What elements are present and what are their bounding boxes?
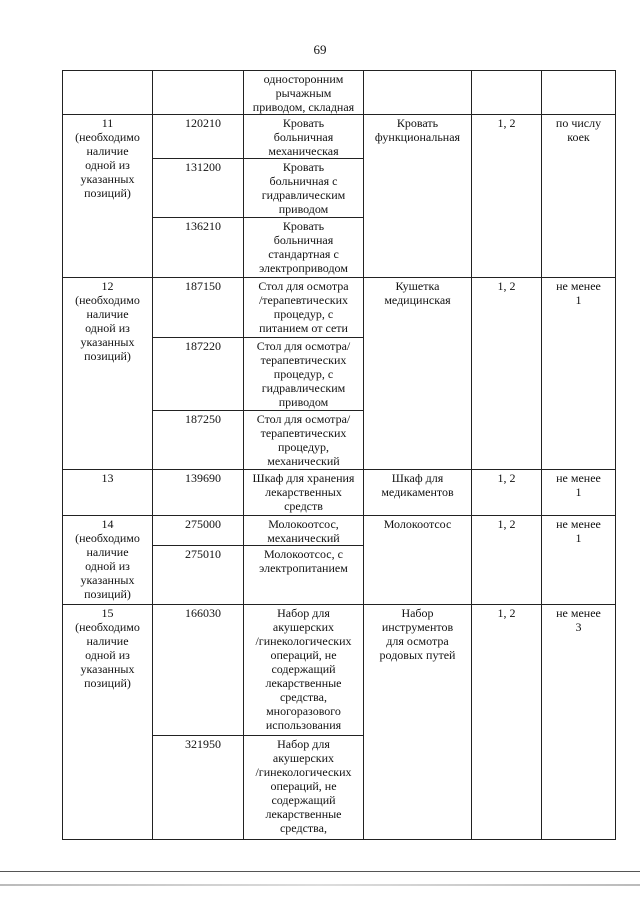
cell-quantity: [542, 71, 616, 115]
page-number: 69: [313, 42, 327, 57]
cell-description: Кровать больничная стандартная с электроприводом: [244, 218, 364, 278]
cell-code: 136210: [153, 218, 244, 278]
cell-code: 120210: [153, 115, 244, 159]
cell-name: [364, 71, 472, 115]
cell-number: 15 (необходимо наличие одной из указанных позиций): [63, 605, 153, 840]
cell-name: Кушетка медицинская: [364, 278, 472, 470]
cell-description: Набор для акушерских /гинекологических операций, не содержащий лекарственные средства,: [244, 736, 364, 840]
table-row-continuation: [63, 71, 616, 115]
cell-code: 187150: [153, 278, 244, 338]
scan-border-line: [0, 871, 640, 872]
cell-description: Молокоотсос, механический: [244, 516, 364, 546]
cell-code: 166030: [153, 605, 244, 736]
table-row: [63, 516, 616, 546]
cell-code: 187250: [153, 411, 244, 470]
table-row: [63, 605, 616, 736]
cell-code: 131200: [153, 159, 244, 218]
cell-number: 12 (необходимо наличие одной из указанных позиций): [63, 278, 153, 470]
cell-description: Стол для осмотра/ терапевтических процедур, с гидравлическим приводом: [244, 338, 364, 411]
cell-description: Набор для акушерских /гинекологических операций, не содержащий лекарственные средства, многоразового использования: [244, 605, 364, 736]
cell-quantity: не менее 1: [542, 278, 616, 470]
cell-code: 187220: [153, 338, 244, 411]
cell-description: Шкаф для хранения лекарственных средств: [244, 470, 364, 516]
cell-class: 1, 2: [472, 115, 542, 278]
cell-number: 14 (необходимо наличие одной из указанных позиций): [63, 516, 153, 605]
cell-code: 275010: [153, 546, 244, 605]
cell-code: 321950: [153, 736, 244, 840]
cell-code: 139690: [153, 470, 244, 516]
cell-description: Кровать больничная с гидравлическим приводом: [244, 159, 364, 218]
cell-description: Стол для осмотра /терапевтических процедур, с питанием от сети: [244, 278, 364, 338]
table-row: [63, 278, 616, 338]
cell-class: 1, 2: [472, 278, 542, 470]
cell-class: 1, 2: [472, 516, 542, 605]
scan-edge-mark: [0, 884, 640, 886]
cell-description: Стол для осмотра/ терапевтических процедур, механический: [244, 411, 364, 470]
cell-class: 1, 2: [472, 605, 542, 840]
cell-code: [153, 71, 244, 115]
cell-class: [472, 71, 542, 115]
table-row: [63, 470, 616, 516]
table-row: [63, 115, 616, 159]
cell-number: 11 (необходимо наличие одной из указанных позиций): [63, 115, 153, 278]
cell-name: Кровать функциональная: [364, 115, 472, 278]
cell-name: Набор инструментов для осмотра родовых путей: [364, 605, 472, 840]
cell-class: 1, 2: [472, 470, 542, 516]
cell-description: односторонним рычажным приводом, складная: [244, 71, 364, 115]
cell-code: 275000: [153, 516, 244, 546]
cell-name: Молокоотсос: [364, 516, 472, 605]
equipment-table: [62, 70, 616, 840]
cell-name: Шкаф для медикаментов: [364, 470, 472, 516]
cell-quantity: по числу коек: [542, 115, 616, 278]
cell-quantity: не менее 3: [542, 605, 616, 840]
cell-quantity: не менее 1: [542, 470, 616, 516]
cell-number: 13: [63, 470, 153, 516]
cell-description: Кровать больничная механическая: [244, 115, 364, 159]
cell-number: [63, 71, 153, 115]
cell-quantity: не менее 1: [542, 516, 616, 605]
cell-description: Молокоотсос, с электропитанием: [244, 546, 364, 605]
